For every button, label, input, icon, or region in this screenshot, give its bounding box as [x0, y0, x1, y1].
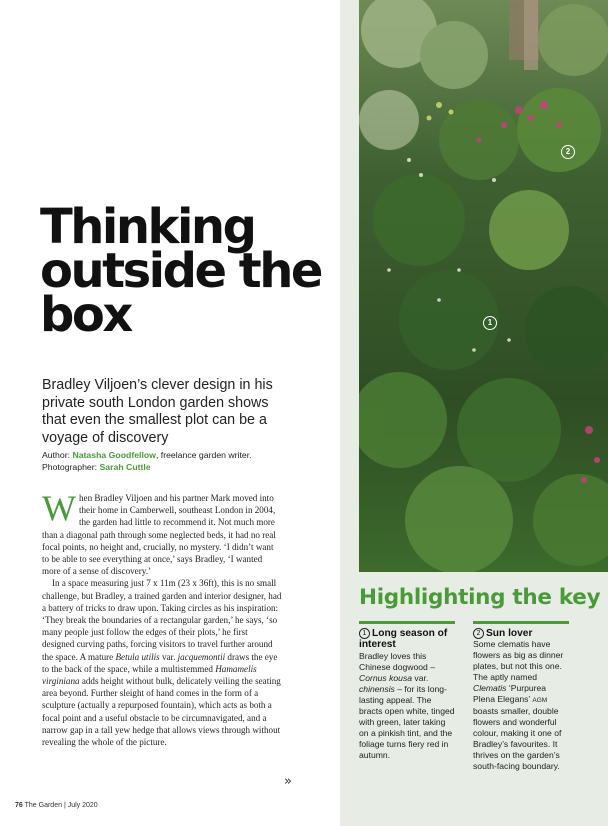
- paragraph-2-text-d: adds height without bulk, delicately veiling the seating area beyond. Further sleight of hand comes in the form of a sculpture (actually a repurposed fountain), which acts as both a focal point and a useful obstacle to be circumnavigated, and a narrow gap in a tall yew hedge that allows views through without revealing the whole of the picture.: [42, 676, 281, 748]
- paragraph-2-text-c: draws the eye to the back of the space, while a multistemmed: [42, 651, 278, 674]
- author-line: [42, 450, 302, 462]
- key-item-2-plant: Clematis: [473, 683, 507, 693]
- key-item-2-number: 2: [473, 628, 484, 639]
- key-item-2-agm: AGM: [532, 697, 548, 704]
- key-item-2-rule: [473, 621, 569, 624]
- photographer-label: Photographer:: [42, 461, 100, 472]
- key-item-1-variety: chinensis: [359, 683, 395, 694]
- key-item-2-text-a: Some clematis have flowers as big as dinner plates, but not this one. The aptly named: [473, 639, 564, 682]
- author-label: Author:: [42, 450, 73, 460]
- key-title: Highlighting the key: [359, 585, 601, 610]
- headline: Thinking outside the box: [40, 199, 321, 343]
- key-item-1-number: 1: [359, 628, 370, 639]
- photographer-line: [42, 462, 302, 474]
- key-item-1-text-c: – for its long-lasting appeal. The bracts open white, tinged with green, later taking on a pinkish tint, and the foliage turns fiery red in autumn.: [359, 683, 455, 760]
- footer-separator: |: [63, 802, 66, 809]
- key-item-2: [473, 621, 569, 772]
- key-item-2-heading: [473, 628, 569, 640]
- photographer-name: Sarah Cuttle: [99, 461, 151, 472]
- author-suffix: , freelance garden writer.: [155, 450, 252, 460]
- paragraph-1: [42, 488, 282, 577]
- magazine-name: The Garden: [24, 802, 62, 809]
- key-item-2-heading-text: Sun lover: [486, 627, 533, 639]
- key-item-1-text: [359, 651, 455, 761]
- key-item-1-text-b: var.: [412, 672, 429, 683]
- drop-cap: W: [42, 488, 76, 528]
- plant-name-jacquemontii: jacquemontii: [177, 651, 226, 662]
- issue-date: July 2020: [67, 802, 98, 809]
- plant-name-betula: Betula utilis: [115, 651, 160, 662]
- key-item-2-text: [473, 639, 569, 772]
- article-body: [42, 488, 282, 748]
- paragraph-2-text-a: In a space measuring just 7 x 11m (23 x 36ft), this is no small challenge, but Bradley, a trained garden and interior designer, had a battery of tricks to draw upon. Taking circles as his inspiration: ‘They break the boundaries of a rectangular garden,’ he says, ‘so many people just follow the edges of their plots,’ he first designed curving paths, forcing visitors to travel further around the space. A mature: [42, 578, 282, 662]
- page-number: 76: [15, 802, 23, 809]
- paragraph-1-text: hen Bradley Viljoen and his partner Mark moved into their home in Camberwell, southeast London in 2004, the garden had little to recommend it. Not much more than a diagonal path through some neglected beds, it had no real focal points, no height and, crucially, no mystery. ‘I didn’t want to be able to see everything at once,’ says Bradley, ‘I wanted more of a sense of discovery.’: [42, 493, 276, 577]
- key-item-1-heading: [359, 628, 455, 651]
- paragraph-2: [42, 577, 282, 748]
- paragraph-2-text-b: var.: [159, 651, 178, 662]
- key-item-2-text-b: ‘Purpurea Plena Elegans’: [473, 683, 547, 704]
- key-item-1-text-a: Bradley loves this Chinese dogwood –: [359, 650, 435, 672]
- key-item-1: [359, 621, 455, 761]
- garden-photo: [359, 0, 608, 572]
- credits: [42, 450, 302, 473]
- marker-1-badge: 1: [483, 316, 497, 330]
- key-item-1-plant: Cornus kousa: [359, 672, 413, 683]
- key-item-1-rule: [359, 621, 455, 624]
- continue-arrow[interactable]: »: [284, 774, 292, 789]
- key-item-1-heading-text: Long season of interest: [359, 627, 448, 650]
- garden-photo-illustration: [359, 0, 608, 572]
- plant-name-hamamelis: Hamamelis virginiana: [42, 663, 257, 687]
- marker-2-badge: 2: [561, 145, 575, 159]
- page-footer: [15, 802, 98, 809]
- key-item-2-text-c: boasts smaller, double flowers and wonderful colour, making it one of Bradley’s favourites. It thrives on the garden’s south-facing boundary.: [473, 706, 562, 771]
- standfirst: Bradley Viljoen’s clever design in his private south London garden shows that even the smallest plot can be a voyage of discovery: [42, 377, 273, 446]
- author-name: Natasha Goodfellow: [72, 450, 156, 460]
